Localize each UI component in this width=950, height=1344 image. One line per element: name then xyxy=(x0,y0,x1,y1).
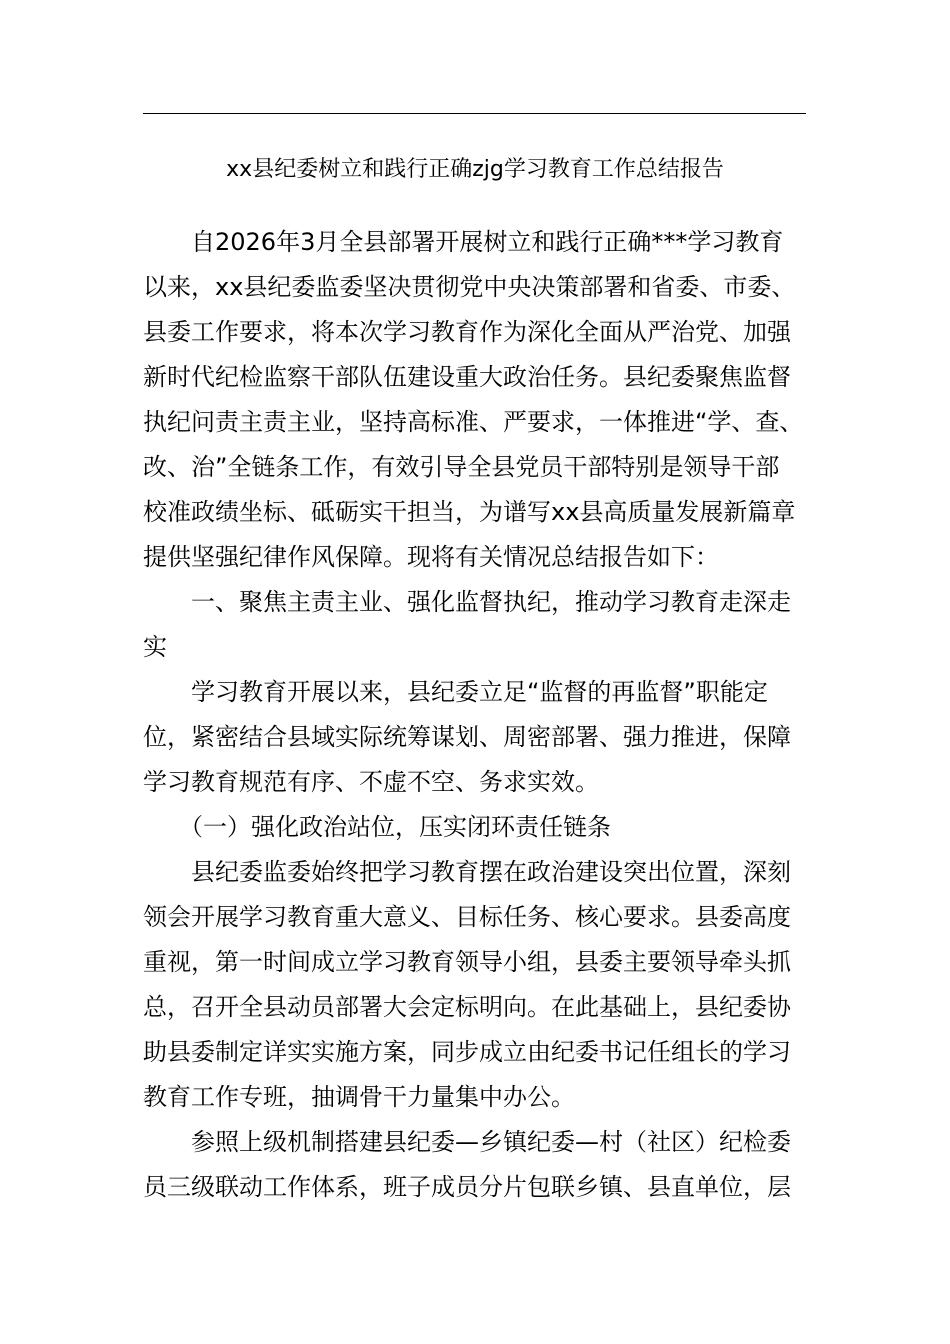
section-heading-line: 一、聚焦主责主业、强化监督执纪，推动学习教育走深走 xyxy=(143,588,791,616)
body-line: 助县委制定详实实施方案，同步成立由纪委书记任组长的学习 xyxy=(143,1038,791,1066)
body-line: 执纪问责主责主业，坚持高标准、严要求，一体推进“学、查、 xyxy=(143,408,804,436)
document-title: xx县纪委树立和践行正确zjg学习教育工作总结报告 xyxy=(226,157,724,182)
body-line: 县委工作要求，将本次学习教育作为深化全面从严治党、加强 xyxy=(143,318,791,346)
body-line: 自2026年3月全县部署开展树立和践行正确***学习教育 xyxy=(143,228,784,256)
header-rule xyxy=(143,113,806,114)
body-line: 教育工作专班，抽调骨干力量集中办公。 xyxy=(143,1083,575,1111)
body-line: 参照上级机制搭建县纪委—乡镇纪委—村（社区）纪检委 xyxy=(143,1128,791,1156)
body-line: 学习教育规范有序、不虚不空、务求实效。 xyxy=(143,768,599,796)
body-line: 重视，第一时间成立学习教育领导小组，县委主要领导牵头抓 xyxy=(143,948,791,976)
body-line: 位，紧密结合县域实际统筹谋划、周密部署、强力推进，保障 xyxy=(143,723,791,751)
body-line: 以来，xx县纪委监委坚决贯彻党中央决策部署和省委、市委、 xyxy=(143,273,796,301)
section-heading-line: 实 xyxy=(143,633,167,661)
body-line: 县纪委监委始终把学习教育摆在政治建设突出位置，深刻 xyxy=(143,858,791,886)
subsection-heading-line: （一）强化政治站位，压实闭环责任链条 xyxy=(143,813,611,841)
body-line: 改、治”全链条工作，有效引导全县党员干部特别是领导干部 xyxy=(143,453,780,481)
body-line: 提供坚强纪律作风保障。现将有关情况总结报告如下： xyxy=(143,543,719,571)
body-line: 学习教育开展以来，县纪委立足“监督的再监督”职能定 xyxy=(143,678,768,706)
body-line: 员三级联动工作体系，班子成员分片包联乡镇、县直单位，层 xyxy=(143,1173,791,1201)
body-line: 新时代纪检监察干部队伍建设重大政治任务。县纪委聚焦监督 xyxy=(143,363,791,391)
body-line: 总，召开全县动员部署大会定标明向。在此基础上，县纪委协 xyxy=(143,993,791,1021)
body-line: 校准政绩坐标、砥砺实干担当，为谱写xx县高质量发展新篇章 xyxy=(143,498,796,526)
body-line: 领会开展学习教育重大意义、目标任务、核心要求。县委高度 xyxy=(143,903,791,931)
